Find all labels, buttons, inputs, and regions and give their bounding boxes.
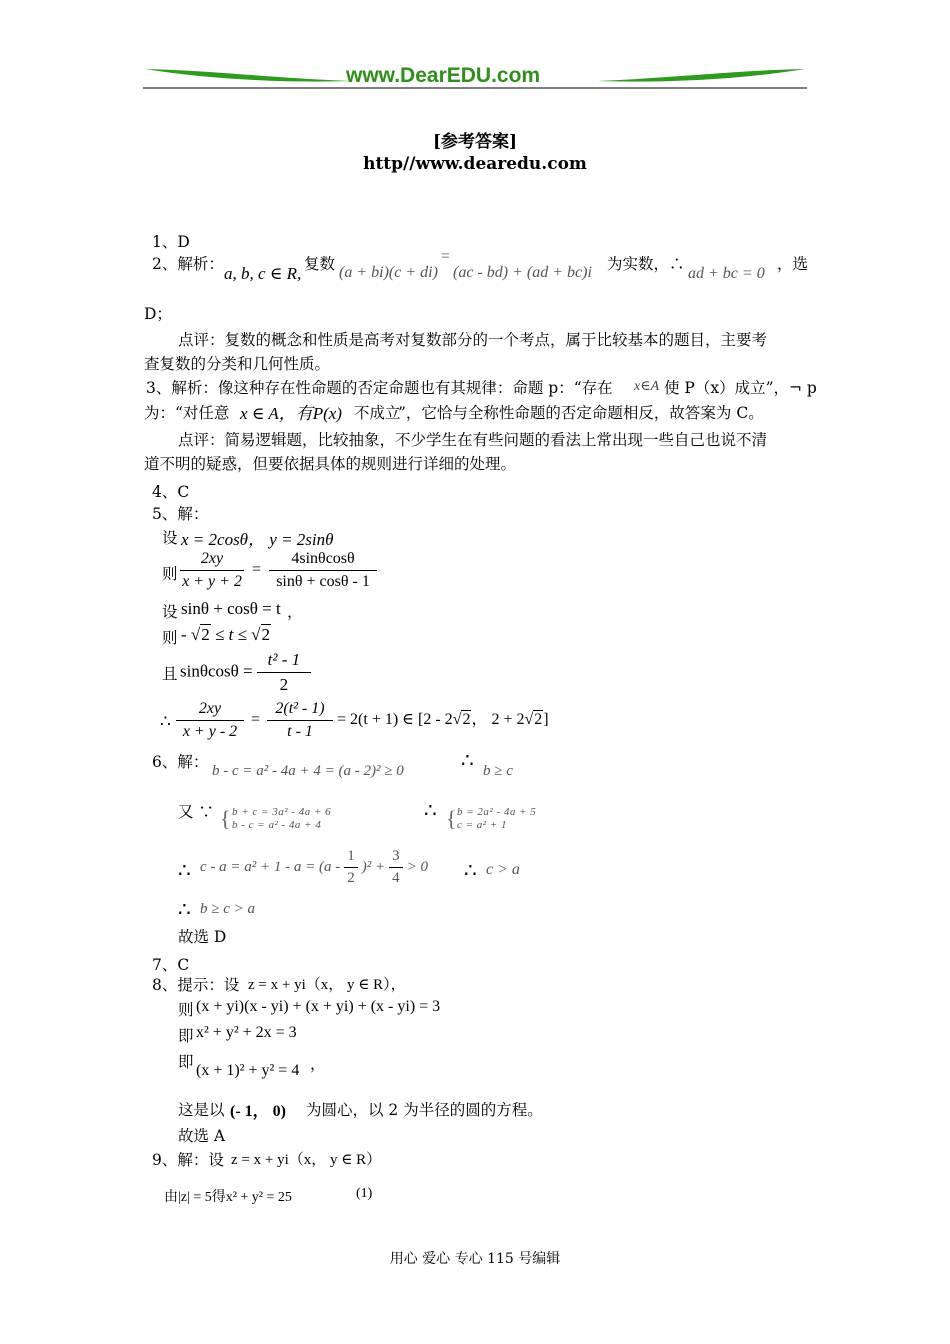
q6-brace-2: { xyxy=(446,806,457,831)
q3-line2c: 不成立 xyxy=(354,404,401,422)
q3-set: x∈A xyxy=(634,379,660,394)
q5-result: $\frac{2xy}{x + y - 2}$ = $\frac{\text{2(t² - 1)}}{t - 1}$ = 2(t + 1) ∈ [2 - 2√2， 2 + 2√2] xyxy=(176,700,549,741)
page-title: [参考答案] xyxy=(432,132,518,152)
q2-expr: (a + bi)(c + di) xyxy=(339,264,438,281)
q5-label: 5、解： xyxy=(152,505,209,523)
q9-modulus: 由|z| = 5得x² + y² = 25 xyxy=(164,1190,292,1205)
q6-eq1: b - c = a² - 4a + 4 = (a - 2)² ≥ 0 xyxy=(212,763,404,779)
site-logo[interactable]: www.DearEDU.com xyxy=(346,64,541,87)
answer-1: 1、D xyxy=(152,233,190,251)
q2-word-complex: 复数 xyxy=(304,255,336,273)
q6-res2: c > a xyxy=(486,861,520,878)
q5-comma: ， xyxy=(287,603,303,621)
q8-ie2: 即 xyxy=(178,1053,194,1071)
q5-t-def: sinθ + cosθ = t xyxy=(181,599,281,618)
q5-and-label: 且 xyxy=(162,665,178,683)
q8-label: 8、提示：设 xyxy=(152,976,240,994)
q2-expr2: (ac - bd) + (ad + bc)i xyxy=(453,264,592,281)
q2-equals: = xyxy=(441,248,450,265)
q8-ie1: 即 xyxy=(178,1027,194,1045)
q3-line2a: 为：“对任意 xyxy=(144,404,230,422)
q6-line3: c - a = a² + 1 - a = (a - $\frac{1}{2}$ )² + $\frac{3}{4}$ > 0 xyxy=(200,848,429,886)
q8-this-is: 这是以 xyxy=(178,1101,225,1119)
q8-eq1: (x + yi)(x - yi) + (x + yi) + (x - yi) = 3 xyxy=(196,998,441,1015)
q3-line1a: 3、解析：像这种存在性命题的否定命题也有其规律：命题 p：“存在 xyxy=(146,379,613,397)
q6-system-2: b = 2a² - 4a + 5 c = a² + 1 xyxy=(457,806,537,831)
q5-then-label: 则 xyxy=(162,565,178,583)
q5-set2-label: 设 xyxy=(162,603,178,621)
q8-answer: 故选 A xyxy=(178,1127,226,1145)
q6-system-1: b + c = 3a² - 4a + 6 b - c = a² - 4a + 4 xyxy=(232,806,332,831)
q6-therefore4: ∴ xyxy=(464,860,477,882)
q9-tag: (1) xyxy=(356,1186,373,1201)
q8-conclusion: 为圆心，以 2 为半径的圆的方程。 xyxy=(306,1101,543,1119)
q6-label: 6、解： xyxy=(152,753,209,771)
q6-therefore2: ∴ xyxy=(424,800,437,822)
q2-word-real: 为实数，∴ xyxy=(607,255,685,273)
q8-circle-eq: (x + 1)² + y² = 4 xyxy=(196,1062,300,1079)
q3-comment-cont: 道不明的疑惑，但要依据具体的规则进行详细的处理。 xyxy=(144,455,517,473)
q6-therefore1: ∴ xyxy=(461,750,474,772)
answer-7: 7、C xyxy=(152,956,190,974)
q6-therefore5: ∴ xyxy=(178,899,191,921)
q8-z-def: z = x + yi（x， y ∈ R）， xyxy=(248,977,406,993)
q9-label: 9、解：设 xyxy=(152,1151,224,1169)
q2-comment-cont: 查复数的分类和几何性质。 xyxy=(144,355,331,373)
banner-right-swoosh xyxy=(598,69,805,82)
q3-comment: 点评：简易逻辑题，比较抽象，不少学生在有些问题的看法上常出现一些自己也说不清 xyxy=(178,431,768,449)
q6-final: b ≥ c > a xyxy=(200,901,256,917)
q8-comma: ， xyxy=(310,1055,326,1073)
q5-then2-label: 则 xyxy=(162,629,178,647)
q3-line1c: 使 P（x）成立”，¬ p xyxy=(664,379,817,397)
q5-therefore: ∴ xyxy=(160,712,171,731)
q5-product: sinθcosθ = $\frac{\text{t² - 1}}{2}$ xyxy=(180,650,311,695)
q2-choose: ，选 xyxy=(777,255,809,273)
q3-line2d: ”，它恰与全称性命题的否定命题相反，故答案为 C。 xyxy=(398,404,764,422)
q2-condition: a, b, c ∈ R, xyxy=(224,264,302,283)
q6-again: 又 ∵ xyxy=(178,803,214,821)
q2-expr3: ad + bc = 0 xyxy=(688,265,765,282)
q5-set-label: 设 xyxy=(162,529,178,547)
page-footer: 用心 爱心 专心 115 号编辑 xyxy=(389,1251,561,1267)
q6-res1: b ≥ c xyxy=(483,763,513,779)
page-url: http//www.dearedu.com xyxy=(363,154,587,174)
q6-therefore3: ∴ xyxy=(178,860,191,882)
q6-answer: 故选 D xyxy=(178,928,227,946)
answer-4: 4、C xyxy=(152,483,190,501)
q8-center: (- 1， 0) xyxy=(230,1103,286,1120)
q2-label: 2、解析： xyxy=(152,255,224,273)
q6-brace-1: { xyxy=(220,806,231,831)
q5-eq1: $\frac{2xy}{x + y + 2}$ = $\frac{4\sin\theta\cos\theta}{\sin\theta + \cos\theta - 1}$ xyxy=(180,550,377,591)
q5-substitution: x = 2cosθ， y = 2sinθ xyxy=(181,530,334,549)
q2-comment: 点评：复数的概念和性质是高考对复数部分的一个考点，属于比较基本的题目，主要考 xyxy=(178,331,768,349)
q5-t-range: - √2 ≤ t ≤ √2 xyxy=(181,625,270,644)
q9-z-def: z = x + yi（x， y ∈ R） xyxy=(231,1152,382,1168)
banner-left-swoosh xyxy=(145,69,351,82)
q8-eq2: x² + y² + 2x = 3 xyxy=(196,1024,297,1041)
q3-line2b: x ∈ A，有P(x) xyxy=(240,404,342,423)
q2-answer: D； xyxy=(144,305,172,323)
q8-then: 则 xyxy=(178,1001,194,1019)
